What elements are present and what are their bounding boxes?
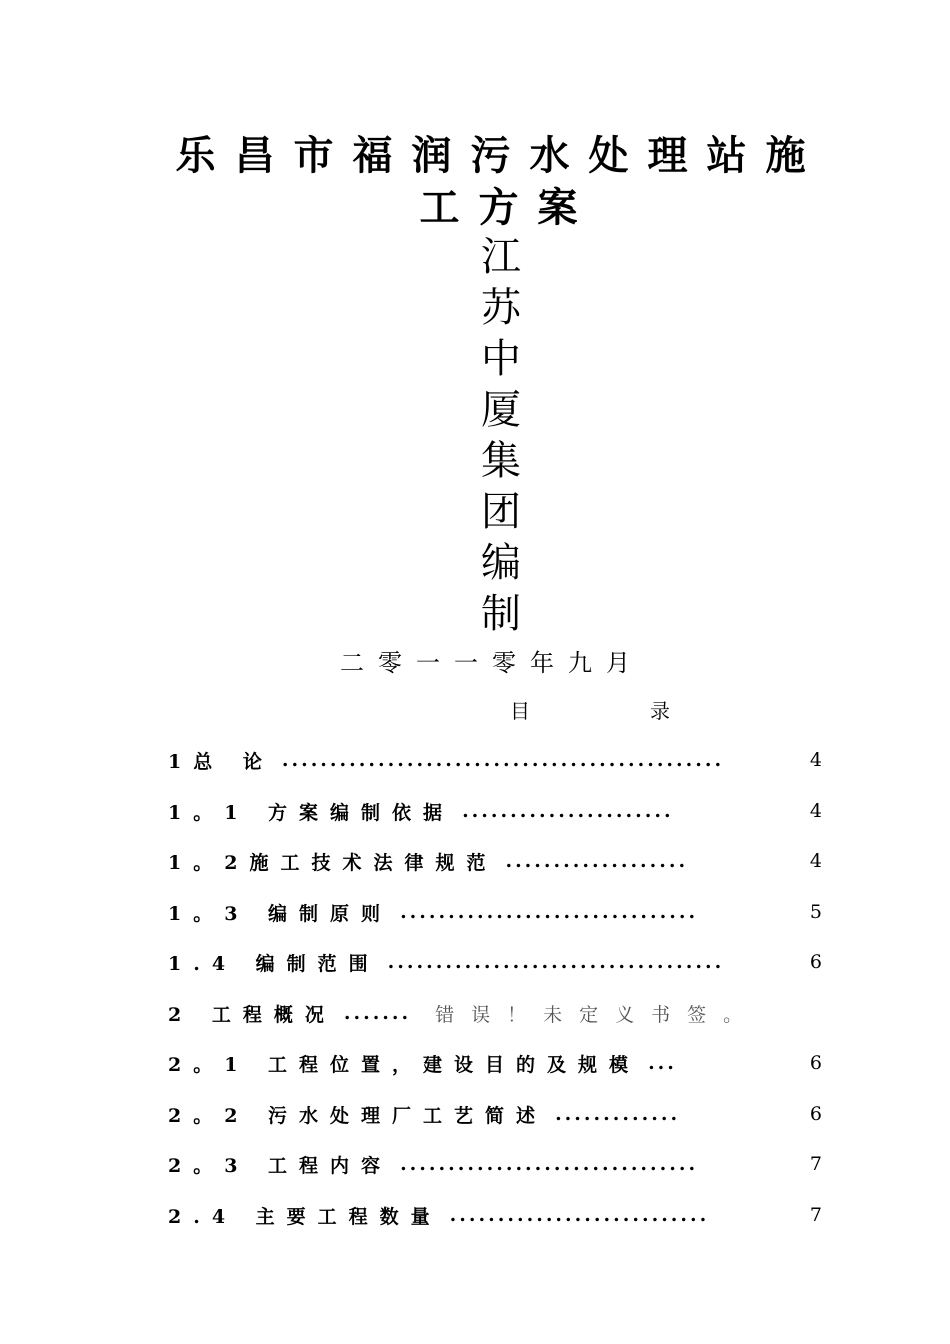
toc-leader-dots: ...................... — [462, 800, 674, 822]
toc-entry-page: 6 — [809, 951, 822, 973]
organization-name: 江苏中厦集团编制 — [481, 234, 521, 637]
toc-entry-page: 4 — [809, 800, 822, 822]
toc-entry[interactable] — [168, 846, 822, 876]
toc-leader-dots: ............................... — [400, 1153, 699, 1175]
toc-leader-dots: ... — [648, 1052, 677, 1074]
toc-entry-error: 错误！未定义书签。 — [435, 1003, 760, 1026]
toc-entry[interactable] — [168, 796, 822, 826]
toc-entry[interactable] — [168, 947, 822, 977]
toc-entry-label: 2 工程概况 — [168, 1003, 336, 1026]
document-title-line-2: 工方案 — [419, 185, 597, 231]
toc-entry[interactable] — [168, 1149, 822, 1179]
toc-entry-label: 2。1 工程位置，建设目的及规模 — [168, 1053, 641, 1076]
toc-entry-page: 6 — [809, 1052, 822, 1074]
toc-entry-page: 4 — [809, 850, 822, 872]
toc-entry-label: 1。3 编制原则 — [168, 902, 393, 925]
document-date: 二零一一零年九月 — [340, 649, 644, 677]
toc-leader-dots: ....... — [343, 1002, 412, 1024]
toc-entry-label: 1。2施工技术法律规范 — [168, 851, 498, 874]
toc-leader-dots: ............................... — [400, 901, 699, 923]
toc-entry[interactable] — [168, 1200, 822, 1230]
toc-entry-page: 6 — [809, 1103, 822, 1125]
toc-leader-dots: ................................... — [387, 951, 725, 973]
toc-entry[interactable] — [168, 998, 822, 1028]
toc-entry-page: 7 — [809, 1153, 822, 1175]
toc-entry-label: 2。2 污水处理厂工艺简述 — [168, 1104, 548, 1127]
toc-entry[interactable] — [168, 897, 822, 927]
toc-entry[interactable] — [168, 1048, 822, 1078]
toc-entry-label: 1.4 编制范围 — [168, 952, 380, 975]
toc-entry-label: 2。3 工程内容 — [168, 1154, 393, 1177]
toc-entry[interactable] — [168, 1099, 822, 1129]
toc-heading-right: 录 — [650, 699, 670, 723]
toc-leader-dots: ........................... — [449, 1204, 710, 1226]
toc-leader-dots: ............. — [555, 1103, 681, 1125]
document-title-line-1: 乐昌市福润污水处理站施 — [175, 133, 825, 179]
toc-leader-dots: .............................................. — [281, 749, 725, 771]
toc-entry-page: 4 — [809, 749, 822, 771]
toc-entry-label: 2.4 主要工程数量 — [168, 1205, 442, 1228]
toc-leader-dots: ................... — [505, 850, 689, 872]
toc-entry-label: 1。1 方案编制依据 — [168, 801, 455, 824]
toc-entry-label: 1总 论 — [168, 750, 274, 773]
toc-entry-page: 7 — [809, 1204, 822, 1226]
toc-entry[interactable] — [168, 745, 822, 775]
toc-heading-left: 目 — [510, 699, 530, 723]
toc-entry-page: 5 — [809, 901, 822, 923]
